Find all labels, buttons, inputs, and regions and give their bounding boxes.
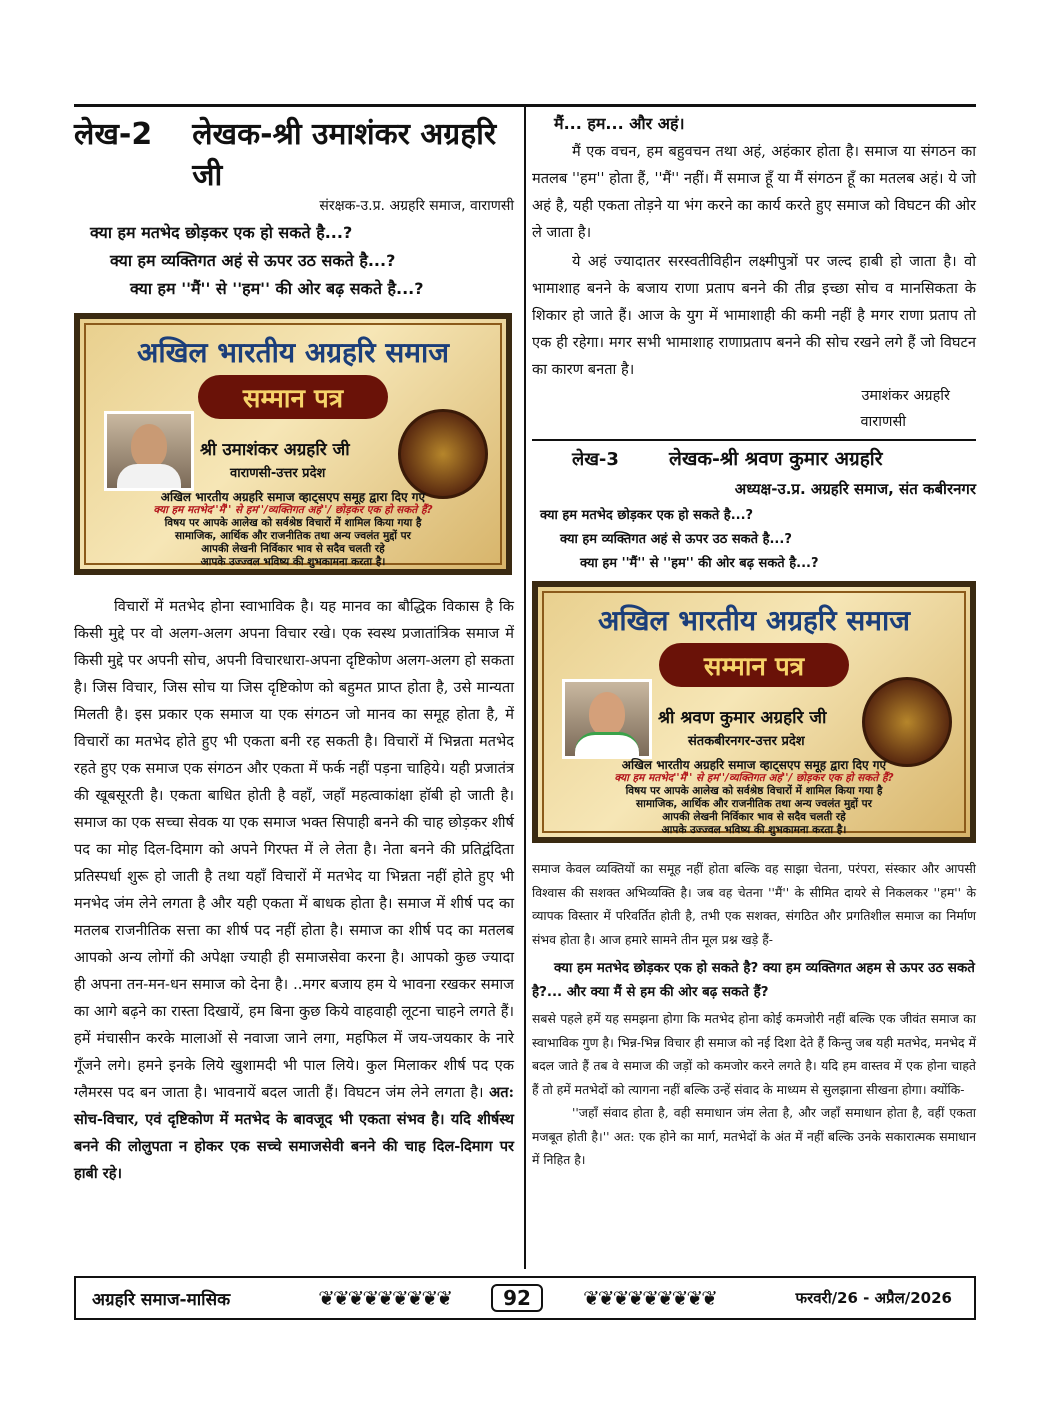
- ornament-left: ❦❦❦❦❦❦❦❦❦: [318, 1286, 451, 1310]
- question-3: क्या हम ''मैं'' से ''हम'' की ओर बढ़ सकते है...?: [580, 556, 819, 571]
- paragraph-5: ''जहाँ संवाद होता है, वही समाधान जंम लेता है, और जहाँ समाधान होता है, वहीं एकता मजबूत होती है।'' अत: एक होने का मार्ग, मतभेदों के अंत में नहीं बल्कि उनके सकारात्मक समाधान में निहित है।: [532, 1105, 976, 1167]
- author-photo: [104, 411, 194, 491]
- signature-name: उमाशंकर अग्रहरि: [861, 388, 950, 404]
- certificate-place: वाराणसी-उत्तर प्रदेश: [230, 466, 326, 481]
- magazine-page: [74, 104, 976, 1322]
- certificate-name: श्री उमाशंकर अग्रहरि जी: [200, 440, 350, 460]
- certificate-place: संतकबीरनगर-उत्तर प्रदेश: [688, 734, 805, 749]
- article-3-header: [532, 445, 976, 471]
- question-1: क्या हम मतभेद छोड़कर एक हो सकते है...?: [90, 223, 353, 242]
- article-2-header: [74, 112, 514, 194]
- issue-date: फरवरी/26 - अप्रैल/2026: [795, 1289, 952, 1307]
- article-2-conclusion: अत: सोच-विचार, एवं दृष्टिकोण में मतभेद के बावजूद भी एकता संभव है। यदि शीर्षस्थ बनने की लोलुपता न होकर एक सच्चे समाजसेवी बनने की चाह दिल-दिमाग पर हाबी रहे।: [74, 1084, 515, 1182]
- key-questions: क्या हम मतभेद छोड़कर एक हो सकते है? क्या हम व्यक्तिगत अहम से ऊपर उठ सकते है?... और क्या मैं से हम की ओर बढ़ सकते हैं?: [532, 961, 975, 1000]
- author-name: लेखक-श्री उमाशंकर अग्रहरि जी: [192, 117, 497, 193]
- certificate-text: अखिल भारतीय अग्रहरि समाज व्हाट्सएप समूह द्वारा दिए गए क्या हम मतभेद''मैं'' से हम''/व्यक्तिगत अहं''/ छोड़कर एक हो सकते हैं? विषय पर आपके आलेख को सर्वश्रेष्ठ विचारों में शामिल किया गया है सामाजिक, आर्थिक और राजनीतिक तथा अन्य ज्वलंत मुद्दों पर आपकी लेखनी निर्विकार भाव से सदैव चलती रहे आपके उज्ज्वल भविष्य की शुभकामना करता है।: [614, 758, 894, 836]
- certificate-image: [74, 313, 512, 575]
- certificate-name: श्री श्रवण कुमार अग्रहरि जी: [658, 708, 827, 728]
- emblem-seal: [862, 677, 952, 767]
- certificate-text: अखिल भारतीय अग्रहरि समाज व्हाट्सएप समूह द्वारा दिए गए क्या हम मतभेद''मैं'' से हम''/व्यक्तिगत अहं''/ छोड़कर एक हो सकते हैं? विषय पर आपके आलेख को सर्वश्रेष्ठ विचारों में शामिल किया गया है सामाजिक, आर्थिक और राजनीतिक तथा अन्य ज्वलंत मुद्दों पर आपकी लेखनी निर्विकार भाव से सदैव चलती रहे आपके उज्ज्वल भविष्य की शुभकामना करता है।: [153, 490, 433, 568]
- emblem-seal: [398, 409, 488, 499]
- paragraph-3: समाज केवल व्यक्तियों का समूह नहीं होता बल्कि वह साझा चेतना, परंपरा, संस्कार और आपसी विश्वास की सशक्त अभिव्यक्ति है। जब वह चेतना ''मैं'' के सीमित दायरे से निकलकर ''हम'' के व्यापक विस्तार में परिवर्तित होती है, तभी एक सशक्त, संगठित और प्रगतिशील समाज का निर्माण संभव होता है। आज हमारे सामने तीन मूल प्रश्न खड़े हैं-: [532, 861, 976, 947]
- certificate-org: अखिल भारतीय अग्रहरि समाज: [136, 336, 450, 369]
- column-divider: [524, 107, 526, 1269]
- right-column: [532, 112, 976, 1172]
- article-number: लेख-3: [572, 449, 619, 470]
- ornament-right: ❦❦❦❦❦❦❦❦❦: [583, 1286, 716, 1310]
- author-name: लेखक-श्री श्रवण कुमार अग्रहरि: [668, 448, 883, 470]
- certificate-org: अखिल भारतीय अग्रहरि समाज: [597, 604, 911, 637]
- certificate-image: [532, 581, 976, 843]
- question-3: क्या हम ''मैं'' से ''हम'' की ओर बढ़ सकते है...?: [130, 279, 424, 298]
- left-column: [74, 112, 514, 1187]
- section-heading: मैं... हम... और अहं।: [554, 114, 685, 133]
- certificate-title: सम्मान पत्र: [198, 375, 388, 419]
- paragraph-4: सबसे पहले हमें यह समझना होगा कि मतभेद होना कोई कमजोरी नहीं बल्कि एक जीवंत समाज का स्वाभाविक गुण है। भिन्न-भिन्न विचार ही समाज को नई दिशा देते हैं किन्तु जब यही मतभेद, मनभेद में बदल जाते हैं तब वे समाज की जड़ों को कमजोर करने लगते है। यदि हम वास्तव में एक होना चाहते हैं तो हमें मतभेदों को त्यागना नहीं बल्कि उन्हें संवाद के माध्यम से सुलझाना सीखना होगा। क्योंकि-: [532, 1011, 976, 1097]
- author-photo: [562, 679, 652, 759]
- article-2-body: विचारों में मतभेद होना स्वाभाविक है। यह मानव का बौद्धिक विकास है कि किसी मुद्दे पर वो अलग-अलग अपना विचार रखे। एक स्वस्थ प्रजातांत्रिक समाज में किसी मुद्दे पर अपनी सोच, अपनी विचारधारा-अपना दृष्टिकोण अलग-अलग हो सकता है। जिस विचार, जिस सोच या जिस दृष्टिकोण को बहुमत प्राप्त होता है, उसे मान्यता मिलती है। इस प्रकार एक समाज या एक संगठन जो मानव का समूह होता है, में विचारों का मतभेद होते हुए भी एकता बनी रह सकती है। विचारों में भिन्नता मतभेद रहते हुए एक समाज एक संगठन और एकता में फर्क नहीं पड़ना चाहिये। यही प्रजातंत्र की खूबसूरती है। एकता बाधित होती है वहाँ, जहाँ महत्वाकांक्षा हॉबी हो जाती है। समाज का एक सच्चा सेवक या एक समाज भक्त सिपाही बनने की चाह छोड़कर शीर्ष पद का मोह दिल-दिमाग को अपने गिरफ्त में ले लेता है। नेता बनने की प्रतिद्वंदिता प्रतिस्पर्धा शुरू हो जाती है तथा यहाँ विचारों में मतभेद या भिन्नता नहीं होते हुए भी मनभेद जंम लेने लगता है और यही एकता में बाधक होता है। समाज में शीर्ष पद का मतलब राजनीतिक सत्ता का शीर्ष पद नहीं होता है। समाज का शीर्ष पद का मतलब आपको अन्य लोगों की अपेक्षा ज्याही ही समाजसेवा करना है। आपको कुछ ज्यादा ही अपना तन-मन-धन समाज को देना है। ..मगर बजाय हम ये भावना रखकर समाज का आगे बढ़ने का रास्ता दिखायें, हम बिना कुछ किये वाहवाही लूटना चाहने लगते हैं। हमें मंचासीन करके मालाओं से नवाजा जाने लगा, महफिल में जय-जयकार के नारे गूँजने लगे। हमने इनके लिये खुशामदी भी पाल लिये। कुल मिलाकर शीर्ष पद एक ग्लैमरस पद बन जाता है। भावनायें बदल जाती हैं। विघटन जंम लेने लगता है। अत: सोच-विचार, एवं दृष्टिकोण में मतभेद के बावजूद भी एकता संभव है। यदि शीर्षस्थ बनने की लोलुपता न होकर एक सच्चे समाजसेवी बनने की चाह दिल-दिमाग पर हाबी रहे।: [74, 598, 515, 1182]
- page-footer: [74, 1276, 976, 1320]
- author-designation: अध्यक्ष-उ.प्र. अग्रहरि समाज, संत कबीरनगर: [734, 480, 976, 498]
- question-2: क्या हम व्यक्तिगत अहं से ऊपर उठ सकते है...?: [110, 251, 396, 270]
- paragraph-1: मैं एक वचन, हम बहुवचन तथा अहं, अहंकार होता है। समाज या संगठन का मतलब ''हम'' होता हैं, ''मैं'' नहीं। मैं समाज हूँ या मैं संगठन हूँ का मतलब अहं। ये जो अहं है, यही एकता तोड़ने या भंग करने का कार्य करते हुए समाज को विघटन की ओर ले जाता है।: [532, 143, 976, 241]
- article-number: लेख-2: [74, 117, 153, 152]
- page-number: 92: [491, 1284, 543, 1312]
- signature-place: वाराणसी: [860, 414, 906, 430]
- author-designation: संरक्षक-उ.प्र. अग्रहरि समाज, वाराणसी: [319, 198, 514, 214]
- divider: [532, 439, 976, 441]
- magazine-name: अग्रहरि समाज-मासिक: [92, 1289, 231, 1310]
- question-2: क्या हम व्यक्तिगत अहं से ऊपर उठ सकते है...?: [560, 532, 792, 547]
- question-1: क्या हम मतभेद छोड़कर एक हो सकते है...?: [540, 508, 754, 523]
- certificate-title: सम्मान पत्र: [659, 643, 849, 687]
- paragraph-2: ये अहं ज्यादातर सरस्वतीविहीन लक्ष्मीपुत्रों पर जल्द हाबी हो जाता है। वो भामाशाह बनने के बजाय राणा प्रताप बनने की तीव्र इच्छा सोच व मानसिकता के शिकार हो जाते हैं। आज के युग में भामाशाही की कमी नहीं है मगर राणा प्रताप तो एक ही रहेगा। मगर सभी भामाशाह राणाप्रताप बनने की सोच रखने लगे हैं जो विघटन का कारण बनता है।: [532, 253, 976, 378]
